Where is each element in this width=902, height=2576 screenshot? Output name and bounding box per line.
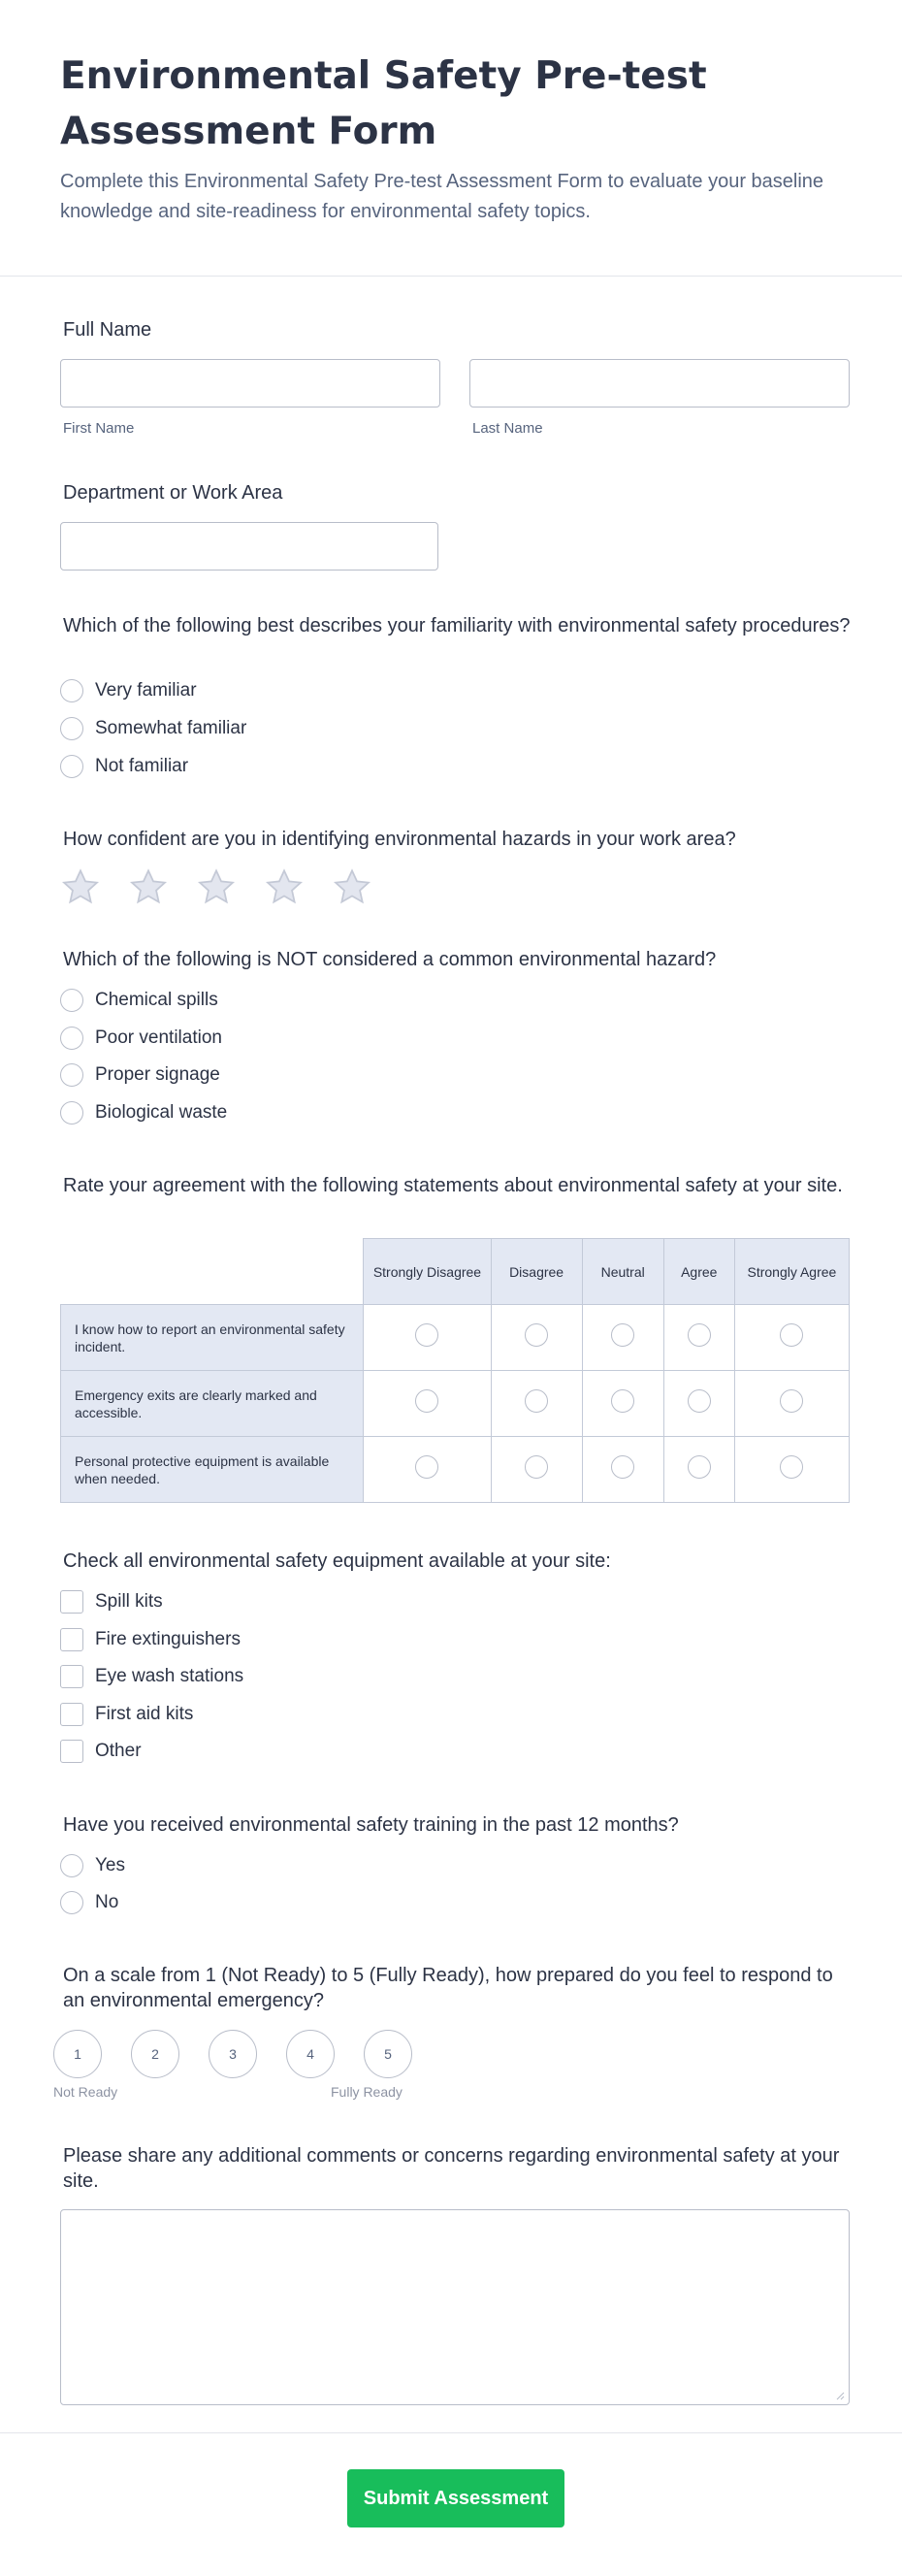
checkbox[interactable] — [60, 1628, 83, 1651]
checkbox[interactable] — [60, 1665, 83, 1688]
checkbox[interactable] — [60, 1590, 83, 1614]
equipment-option[interactable] — [60, 1701, 193, 1728]
matrix-row-label: I know how to report an environmental safety incident. — [61, 1305, 364, 1371]
matrix-radio[interactable] — [780, 1323, 803, 1347]
star-icon[interactable] — [60, 866, 101, 907]
star-icon[interactable] — [196, 866, 237, 907]
matrix-radio[interactable] — [780, 1389, 803, 1413]
matrix-row-label: Emergency exits are clearly marked and accessible. — [61, 1371, 364, 1437]
star-icon[interactable] — [332, 866, 372, 907]
radio-button[interactable] — [60, 1101, 83, 1125]
matrix-corner — [61, 1239, 364, 1305]
preparedness-label: On a scale from 1 (Not Ready) to 5 (Fully Ready), how prepared do you feel to respond to an environmental emergency? — [63, 1965, 833, 2011]
matrix-radio[interactable] — [780, 1455, 803, 1479]
familiarity-option[interactable] — [60, 677, 197, 704]
option-label: Fire extinguishers — [95, 1629, 241, 1649]
equipment-label: Check all environmental safety equipment available at your site: — [63, 1550, 611, 1572]
familiarity-option[interactable] — [60, 715, 246, 742]
comments-textarea[interactable] — [60, 2209, 850, 2405]
training-option[interactable] — [60, 1889, 118, 1916]
department-label: Department or Work Area — [63, 482, 283, 504]
full-name-label: Full Name — [63, 319, 152, 341]
matrix-radio[interactable] — [611, 1455, 634, 1479]
matrix-radio[interactable] — [688, 1455, 711, 1479]
radio-button[interactable] — [60, 1063, 83, 1087]
equipment-option[interactable] — [60, 1626, 241, 1653]
option-label: Other — [95, 1741, 142, 1761]
comments-label: Please share any additional comments or concerns regarding environmental safety at your site. — [63, 2145, 840, 2192]
matrix-row-label: Personal protective equipment is available when needed. — [61, 1437, 364, 1503]
option-label: Chemical spills — [95, 990, 218, 1010]
scale-option[interactable]: 3 — [209, 2030, 257, 2078]
scale-high-label: Fully Ready — [331, 2084, 403, 2100]
option-label: No — [95, 1892, 119, 1912]
scale-low-label: Not Ready — [53, 2084, 118, 2100]
form-description: Complete this Environmental Safety Pre-test Assessment Form to evaluate your baseline knowledge and site-readiness for environmental safety topics. — [60, 171, 824, 222]
training-label: Have you received environmental safety training in the past 12 months? — [63, 1814, 679, 1836]
radio-button[interactable] — [60, 989, 83, 1012]
matrix-row — [61, 1371, 850, 1437]
option-label: Spill kits — [95, 1591, 163, 1612]
scale-option[interactable]: 5 — [364, 2030, 412, 2078]
matrix-radio[interactable] — [611, 1323, 634, 1347]
footer-divider — [0, 2432, 902, 2433]
agreement-label: Rate your agreement with the following statements about environmental safety at your site. — [63, 1175, 843, 1196]
checkbox[interactable] — [60, 1740, 83, 1763]
scale-option[interactable]: 4 — [286, 2030, 335, 2078]
option-label: Poor ventilation — [95, 1027, 222, 1048]
scale-option[interactable]: 1 — [53, 2030, 102, 2078]
department-input[interactable] — [60, 522, 438, 571]
confidence-label: How confident are you in identifying environmental hazards in your work area? — [63, 829, 736, 850]
option-label: Biological waste — [95, 1102, 228, 1123]
hazard-option[interactable] — [60, 1025, 222, 1052]
scale-option[interactable]: 2 — [131, 2030, 179, 2078]
matrix-row — [61, 1437, 850, 1503]
hazard-label: Which of the following is NOT considered a common environmental hazard? — [63, 949, 717, 970]
form-header — [0, 0, 902, 277]
option-label: Yes — [95, 1855, 125, 1875]
radio-button[interactable] — [60, 1854, 83, 1877]
first-name-input[interactable] — [60, 359, 440, 408]
matrix-radio[interactable] — [525, 1455, 548, 1479]
option-label: Proper signage — [95, 1064, 220, 1085]
matrix-column-header: Strongly Agree — [734, 1239, 849, 1305]
training-option[interactable] — [60, 1852, 125, 1879]
form-title: Environmental Safety Pre-test Assessment Form — [60, 54, 707, 153]
radio-button[interactable] — [60, 755, 83, 778]
hazard-option[interactable] — [60, 987, 218, 1014]
equipment-option[interactable] — [60, 1663, 243, 1690]
matrix-radio[interactable] — [688, 1323, 711, 1347]
star-icon[interactable] — [264, 866, 305, 907]
matrix-radio[interactable] — [611, 1389, 634, 1413]
star-icon[interactable] — [128, 866, 169, 907]
matrix-radio[interactable] — [415, 1455, 438, 1479]
star-rating[interactable] — [60, 866, 372, 907]
familiarity-option[interactable] — [60, 753, 188, 780]
checkbox[interactable] — [60, 1703, 83, 1726]
radio-button[interactable] — [60, 1027, 83, 1050]
scale-rating[interactable] — [53, 2030, 412, 2078]
familiarity-label: Which of the following best describes your familiarity with environmental safety procedures? — [63, 615, 851, 636]
matrix-radio[interactable] — [525, 1323, 548, 1347]
matrix-row — [61, 1305, 850, 1371]
radio-button[interactable] — [60, 717, 83, 740]
option-label: Very familiar — [95, 680, 197, 701]
matrix-radio[interactable] — [525, 1389, 548, 1413]
radio-button[interactable] — [60, 1891, 83, 1914]
matrix-radio[interactable] — [688, 1389, 711, 1413]
resize-handle-icon[interactable] — [835, 2391, 845, 2400]
equipment-option[interactable] — [60, 1738, 142, 1765]
equipment-option[interactable] — [60, 1588, 163, 1615]
hazard-option[interactable] — [60, 1061, 220, 1089]
matrix-column-header: Disagree — [491, 1239, 582, 1305]
matrix-column-header: Agree — [663, 1239, 734, 1305]
radio-button[interactable] — [60, 679, 83, 702]
option-label: Eye wash stations — [95, 1666, 244, 1686]
matrix-column-header: Strongly Disagree — [364, 1239, 491, 1305]
last-name-input[interactable] — [469, 359, 850, 408]
option-label: Not familiar — [95, 756, 189, 776]
first-name-sublabel: First Name — [63, 420, 135, 437]
last-name-sublabel: Last Name — [472, 420, 543, 437]
hazard-option[interactable] — [60, 1099, 227, 1126]
submit-button[interactable]: Submit Assessment — [347, 2469, 564, 2527]
matrix-column-header: Neutral — [582, 1239, 663, 1305]
agreement-matrix — [60, 1238, 850, 1503]
matrix-radio[interactable] — [415, 1389, 438, 1413]
matrix-radio[interactable] — [415, 1323, 438, 1347]
option-label: Somewhat familiar — [95, 718, 247, 738]
option-label: First aid kits — [95, 1704, 194, 1724]
